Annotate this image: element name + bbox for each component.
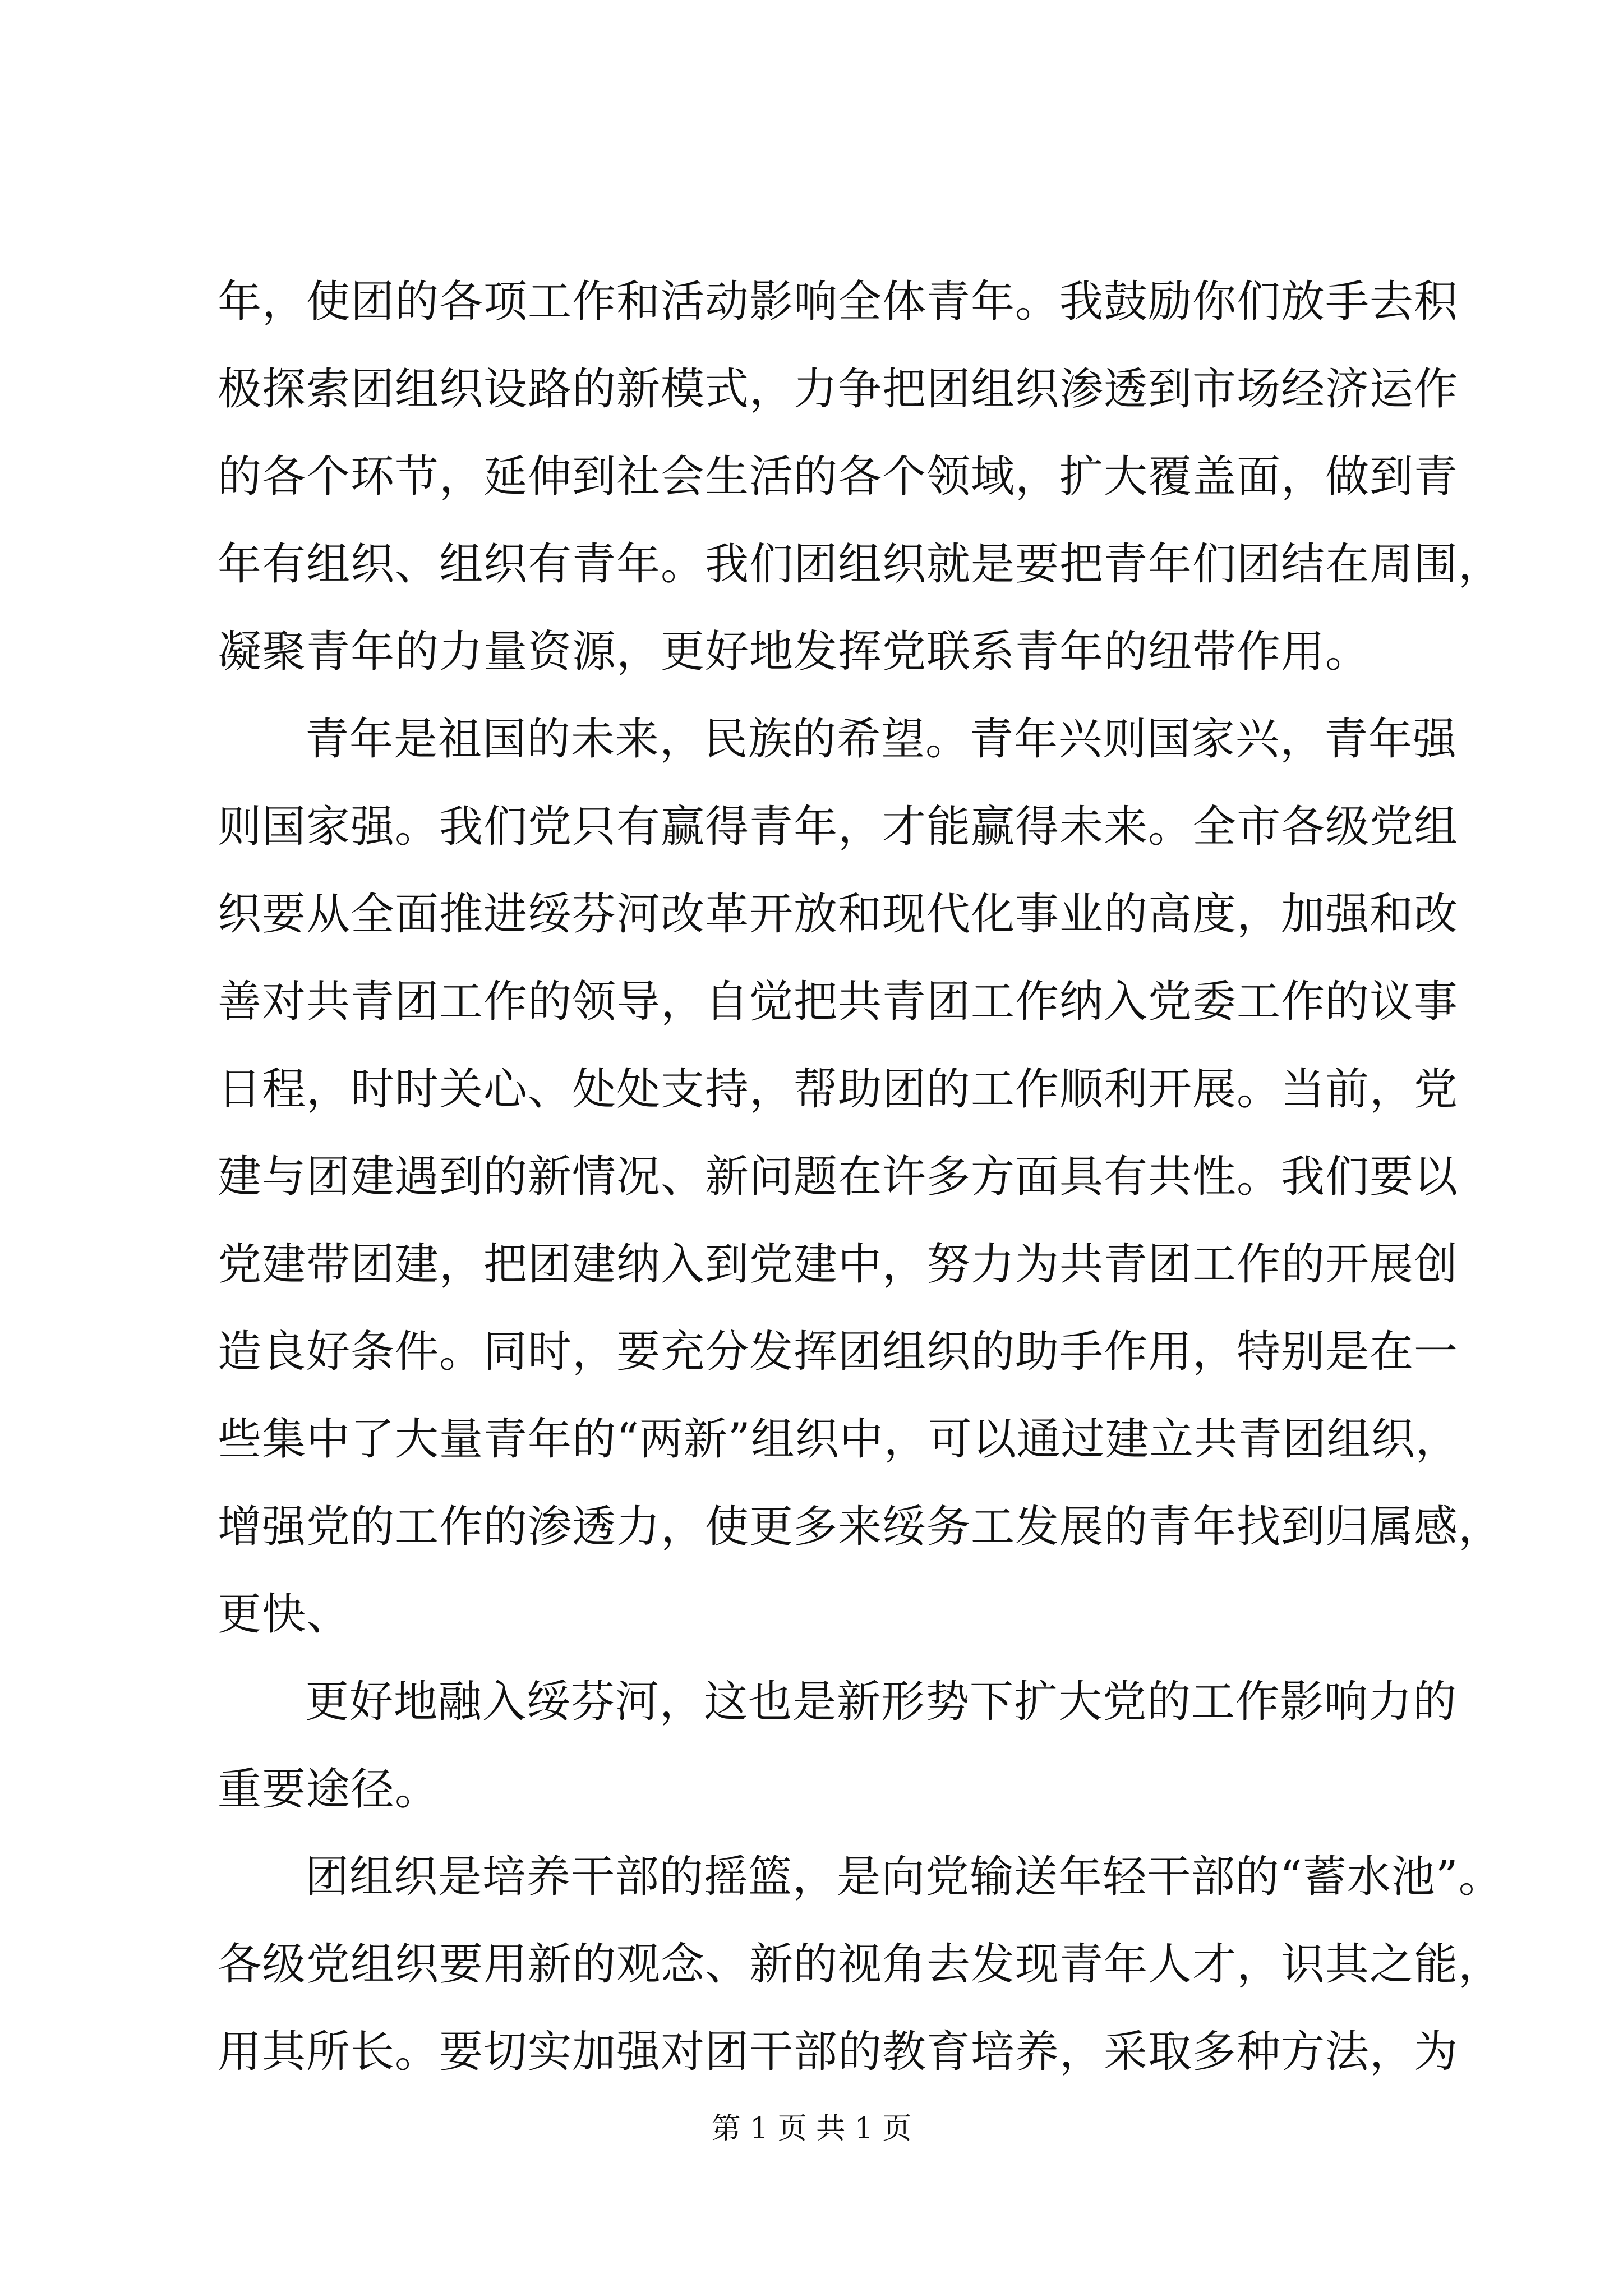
- text-line: 增强党的工作的渗透力，使更多来绥务工发展的青年找到归属感，: [218, 1502, 1503, 1552]
- text-line: 造良好条件。同时，要充分发挥团组织的助手作用，特别是在一: [218, 1327, 1459, 1377]
- text-line: 重要途径。: [218, 1764, 440, 1815]
- text-line: 极探索团组织设路的新模式，力争把团组织渗透到市场经济运作: [218, 364, 1459, 415]
- text-line: 的各个环节，延伸到社会生活的各个领域，扩大覆盖面，做到青: [218, 452, 1459, 502]
- text-line: 日程，时时关心、处处支持，帮助团的工作顺利开展。当前，党: [218, 1064, 1459, 1115]
- text-line: 则国家强。我们党只有赢得青年，才能赢得未来。全市各级党组: [218, 802, 1459, 852]
- text-line: 年有组织、组织有青年。我们团组织就是要把青年们团结在周围，: [218, 539, 1503, 590]
- paragraph-start-line: 青年是祖国的未来，民族的希望。青年兴则国家兴，青年强: [305, 714, 1458, 765]
- body-text: [218, 258, 1503, 2096]
- page-number: 第 1 页 共 1 页: [711, 2112, 912, 2146]
- text-line: 凝聚青年的力量资源，更好地发挥党联系青年的纽带作用。: [218, 627, 1370, 677]
- text-line: 织要从全面推进绥芬河改革开放和现代化事业的高度，加强和改: [218, 889, 1459, 940]
- page-footer: [0, 2109, 1623, 2148]
- text-line: 各级党组织要用新的观念、新的视角去发现青年人才，识其之能，: [218, 1939, 1503, 1990]
- text-line: 用其所长。要切实加强对团干部的教育培养，采取多种方法，为: [218, 2027, 1459, 2077]
- paragraph-start-line: 更好地融入绥芬河，这也是新形势下扩大党的工作影响力的: [305, 1677, 1458, 1727]
- text-line: 些集中了大量青年的“两新”组织中，可以通过建立共青团组织，: [218, 1414, 1460, 1465]
- text-line: 善对共青团工作的领导，自觉把共青团工作纳入党委工作的议事: [218, 977, 1459, 1027]
- text-line: 年，使团的各项工作和活动影响全体青年。我鼓励你们放手去积: [218, 277, 1459, 327]
- text-line: 更快、: [218, 1589, 351, 1640]
- text-line: 党建带团建，把团建纳入到党建中，努力为共青团工作的开展创: [218, 1239, 1459, 1290]
- text-line: 建与团建遇到的新情况、新问题在许多方面具有共性。我们要以: [218, 1152, 1459, 1202]
- paragraph-start-line: 团组织是培养干部的摇篮，是向党输送年轻干部的“蓄水池”。: [305, 1852, 1503, 1902]
